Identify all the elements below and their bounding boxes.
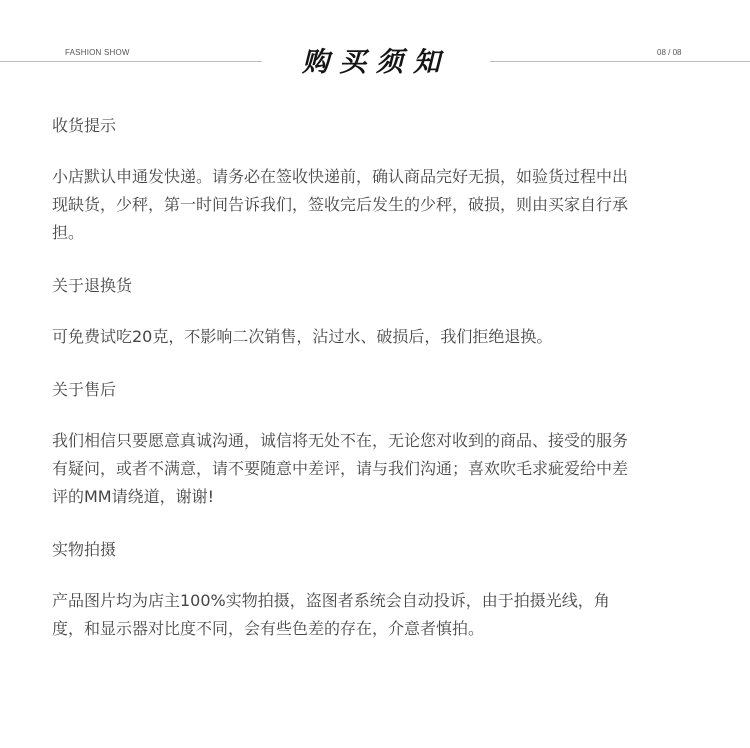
page-header [0, 0, 750, 100]
section-heading: 实物拍摄 [52, 540, 117, 559]
section-heading: 收货提示 [52, 116, 117, 135]
page-title: 购买须知 [302, 47, 450, 78]
section-photography [52, 537, 707, 643]
section-line: 可免费试吃20克，不影响二次销售，沾过水、破损后，我们拒绝退换。 [52, 327, 553, 346]
header-divider-left [0, 61, 262, 62]
brand-label: FASHION SHOW [65, 48, 130, 57]
section-line: 有疑问，或者不满意，请不要随意中差评，请与我们沟通；喜欢吹毛求疵爱给中差 [52, 459, 629, 478]
section-line: 担。 [52, 223, 85, 242]
section-receiving [52, 113, 707, 247]
section-line: 评的MM请绕道，谢谢! [52, 487, 215, 506]
section-line: 度，和显示器对比度不同，会有些色差的存在，介意者慎拍。 [52, 619, 485, 638]
header-divider-right [490, 61, 750, 62]
section-returns [52, 273, 707, 351]
section-line: 产品图片均为店主100%实物拍摄，盗图者系统会自动投诉，由于拍摄光线，角 [52, 591, 610, 610]
section-line: 现缺货，少秤，第一时间告诉我们，签收完后发生的少秤，破损，则由买家自行承 [52, 195, 629, 214]
notice-content [52, 113, 707, 643]
section-line: 小店默认申通发快递。请务必在签收快递前，确认商品完好无损，如验货过程中出 [52, 167, 629, 186]
section-heading: 关于售后 [52, 380, 117, 399]
section-line: 我们相信只要愿意真诚沟通，诚信将无处不在，无论您对收到的商品、接受的服务 [52, 431, 629, 450]
section-after-sales [52, 377, 707, 511]
section-heading: 关于退换货 [52, 276, 133, 295]
page-number: 08 / 08 [657, 48, 682, 57]
